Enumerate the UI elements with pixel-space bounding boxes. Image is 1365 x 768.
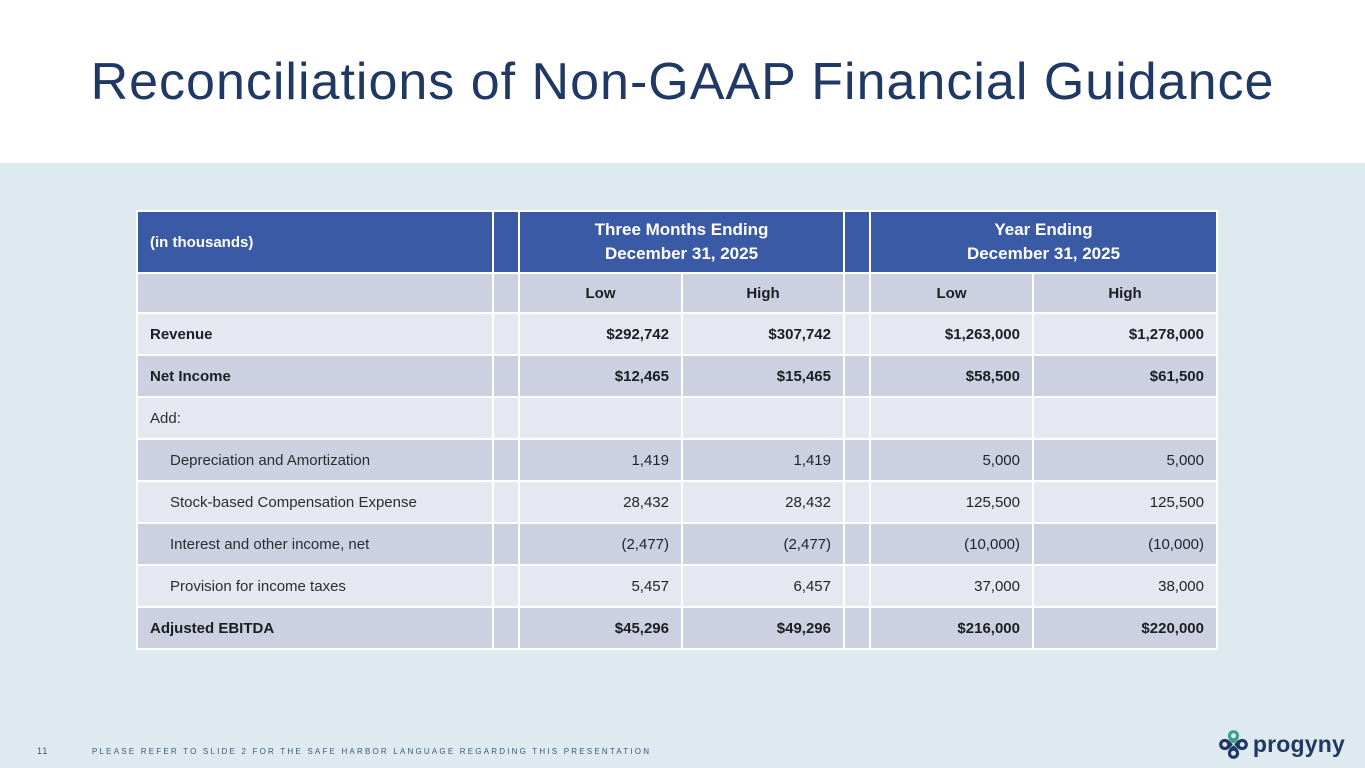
- spacer-cell: [493, 607, 519, 649]
- row-label: Revenue: [137, 313, 493, 355]
- spacer-cell: [493, 481, 519, 523]
- spacer-cell: [844, 355, 870, 397]
- cell-value: (10,000): [870, 523, 1033, 565]
- cell-value: [870, 397, 1033, 439]
- cell-value: $61,500: [1033, 355, 1217, 397]
- cell-value: 37,000: [870, 565, 1033, 607]
- table-row: [137, 355, 1217, 397]
- cell-value: [682, 397, 844, 439]
- cell-value: $49,296: [682, 607, 844, 649]
- year-ending-group-header: [870, 211, 1217, 273]
- spacer-cell: [844, 273, 870, 313]
- table-row: [137, 607, 1217, 649]
- group-header-line1: Year Ending: [994, 220, 1093, 240]
- spacer-cell: [493, 355, 519, 397]
- row-label: Depreciation and Amortization: [137, 439, 493, 481]
- spacer-cell: [844, 397, 870, 439]
- table-row: [137, 523, 1217, 565]
- spacer-cell: [844, 523, 870, 565]
- spacer-cell: [493, 273, 519, 313]
- table-row: [137, 439, 1217, 481]
- units-header: (in thousands): [137, 211, 493, 273]
- page-title: Reconciliations of Non-GAAP Financial Guidance: [90, 52, 1275, 111]
- cell-value: 28,432: [519, 481, 682, 523]
- table-header-row: [137, 211, 1217, 273]
- cell-value: $1,278,000: [1033, 313, 1217, 355]
- spacer-cell: [493, 439, 519, 481]
- cell-value: $216,000: [870, 607, 1033, 649]
- group-header-line2: December 31, 2025: [966, 244, 1121, 263]
- col-header-high: High: [1033, 273, 1217, 313]
- table-row: [137, 481, 1217, 523]
- progyny-logo: [1217, 728, 1345, 761]
- row-label: Adjusted EBITDA: [137, 607, 493, 649]
- spacer-cell: [844, 211, 870, 273]
- row-label: Add:: [137, 397, 493, 439]
- row-label: Stock-based Compensation Expense: [137, 481, 493, 523]
- group-header-line1: Three Months Ending: [594, 220, 769, 240]
- table-row: [137, 397, 1217, 439]
- spacer-cell: [844, 607, 870, 649]
- spacer-cell: [844, 439, 870, 481]
- cell-value: (2,477): [682, 523, 844, 565]
- cell-value: 28,432: [682, 481, 844, 523]
- cell-value: $12,465: [519, 355, 682, 397]
- spacer-cell: [493, 397, 519, 439]
- cell-value: [1033, 397, 1217, 439]
- cell-value: [519, 397, 682, 439]
- spacer-cell: [493, 313, 519, 355]
- progyny-wordmark: progyny: [1252, 731, 1345, 757]
- cell-value: $15,465: [682, 355, 844, 397]
- cell-value: 1,419: [682, 439, 844, 481]
- col-header-low: Low: [519, 273, 682, 313]
- spacer-cell: [493, 211, 519, 273]
- cell-value: 6,457: [682, 565, 844, 607]
- page-number: 11: [37, 746, 49, 756]
- cell-value: $58,500: [870, 355, 1033, 397]
- group-header-line2: December 31, 2025: [604, 244, 759, 263]
- row-label: Interest and other income, net: [137, 523, 493, 565]
- row-label: Provision for income taxes: [137, 565, 493, 607]
- spacer-cell: [844, 565, 870, 607]
- cell-value: (10,000): [1033, 523, 1217, 565]
- cell-value: 5,457: [519, 565, 682, 607]
- col-header-low: Low: [870, 273, 1033, 313]
- cell-value: (2,477): [519, 523, 682, 565]
- progyny-clover-icon: [1217, 728, 1250, 761]
- cell-value: 38,000: [1033, 565, 1217, 607]
- cell-value: 5,000: [870, 439, 1033, 481]
- three-months-group-header: [519, 211, 844, 273]
- spacer-cell: [844, 481, 870, 523]
- spacer-cell: [137, 273, 493, 313]
- cell-value: 125,500: [870, 481, 1033, 523]
- subheader-row: [137, 273, 1217, 313]
- table-row: [137, 313, 1217, 355]
- spacer-cell: [493, 565, 519, 607]
- col-header-high: High: [682, 273, 844, 313]
- title-band: [0, 0, 1365, 163]
- cell-value: 1,419: [519, 439, 682, 481]
- row-label: Net Income: [137, 355, 493, 397]
- table-row: [137, 565, 1217, 607]
- spacer-cell: [844, 313, 870, 355]
- cell-value: $307,742: [682, 313, 844, 355]
- cell-value: 5,000: [1033, 439, 1217, 481]
- safe-harbor-footnote: PLEASE REFER TO SLIDE 2 FOR THE SAFE HARBOR LANGUAGE REGARDING THIS PRESENTATION: [92, 747, 652, 756]
- spacer-cell: [493, 523, 519, 565]
- cell-value: $220,000: [1033, 607, 1217, 649]
- cell-value: $1,263,000: [870, 313, 1033, 355]
- reconciliation-table: [136, 210, 1218, 650]
- cell-value: $292,742: [519, 313, 682, 355]
- cell-value: $45,296: [519, 607, 682, 649]
- cell-value: 125,500: [1033, 481, 1217, 523]
